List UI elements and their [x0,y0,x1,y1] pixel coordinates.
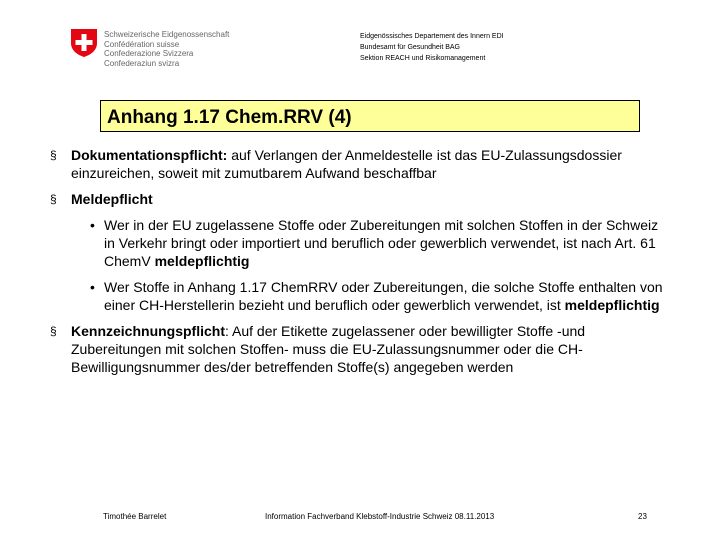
gov-name-de: Schweizerische Eidgenossenschaft [104,30,230,39]
department-line: Eidgenössisches Departement des Innern EDI [360,33,504,40]
bullet-heading: Dokumentationspflicht: [71,147,228,163]
swiss-cross-icon [70,28,98,58]
footer-event: Information Fachverband Klebstoff-Industrie Schweiz 08.11.2013 [265,512,495,521]
bullet-dokumentationspflicht [50,146,670,182]
gov-name-rm: Confederaziun svizra [104,58,180,68]
sub-bullet-eu-stoffe [90,216,670,270]
sub-bullet-emphasis: meldepflichtig [154,253,250,269]
dot-bullet-icon: • [90,279,95,295]
dot-bullet-icon: • [90,217,95,233]
sub-bullet-emphasis: meldepflichtig [564,297,660,313]
bullet-meldepflicht [50,190,670,208]
federal-names [104,30,229,68]
bullet-heading: Meldepflicht [71,191,153,207]
department-info [360,31,504,64]
sub-bullet-text: Wer in der EU zugelassene Stoffe oder Zubereitungen mit solchen Stoffen in der Schweiz in Verkehr bringt oder importiert und beruflich oder gewerblich verwendet, ist nach Art. 61 ChemV [104,217,659,269]
square-bullet-icon: § [50,148,57,162]
slide-content [50,146,670,384]
square-bullet-icon: § [50,324,57,338]
office-line: Bundesamt für Gesundheit BAG [360,44,460,51]
slide-title: Anhang 1.17 Chem.RRV (4) [107,107,352,128]
title-box [100,100,640,132]
gov-name-it: Confederazione Svizzera [104,49,194,58]
bullet-kennzeichnungspflicht [50,322,670,376]
bullet-text: auf Verlangen der Anmeldestelle ist das EU-Zulassungsdossier einzureichen, soweit mit zumutbarem Aufwand beschaffbar [71,147,622,181]
square-bullet-icon: § [50,192,57,206]
gov-name-fr: Confédération suisse [104,39,180,49]
sub-bullet-text: Wer Stoffe in Anhang 1.17 ChemRRV oder Zubereitungen, die solche Stoffe enthalten von einer CH-Herstellerin bezieht und beruflich oder gewerblich verwendet, ist [104,279,663,313]
section-line: Sektion REACH und Risikomanagement [360,55,486,62]
sub-bullet-ch-herstellerin [90,278,670,314]
bullet-heading: Kennzeichnungspflicht [71,323,225,339]
page-number: 23 [638,512,647,521]
footer-author: Timothée Barrelet [103,512,167,521]
bullet-text: : Auf der Etikette zugelassener oder bewilligter Stoffe -und Zubereitungen mit solchen Stoffen- muss die EU-Zulassungsnummer oder die CH-Bewilligungsnummer des/der betreffenden Stoffe(s) angegeben werden [71,323,586,375]
